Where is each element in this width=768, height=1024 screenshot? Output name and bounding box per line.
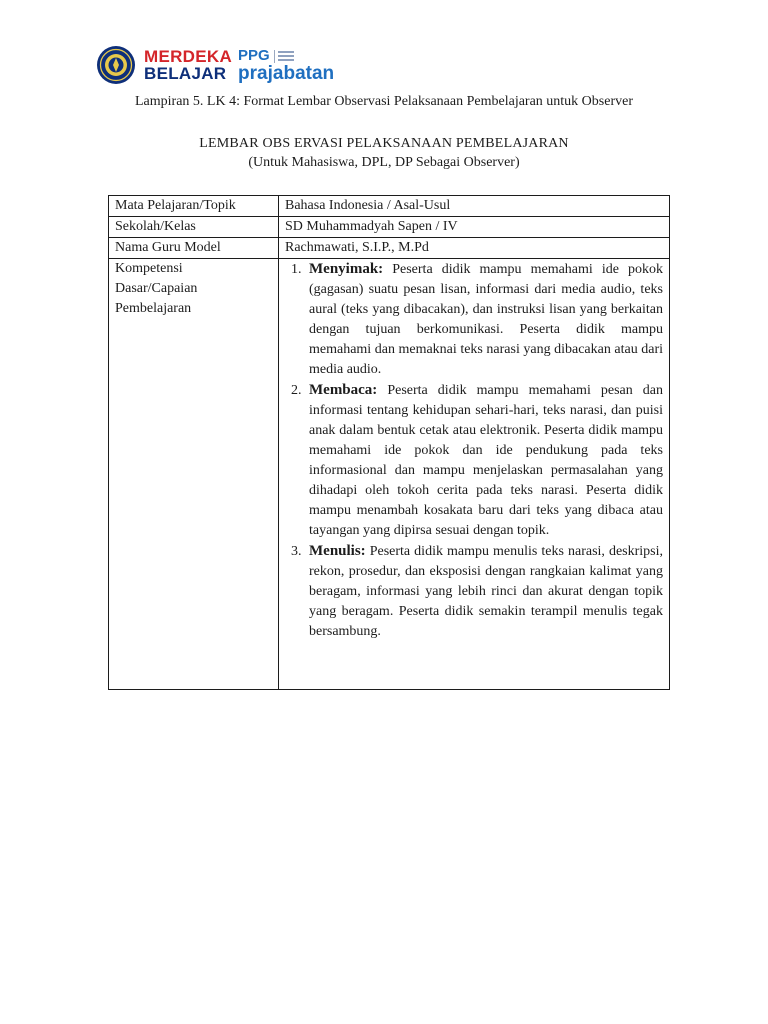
ppg-text: PPG bbox=[238, 47, 270, 64]
document-title: LEMBAR OBS ERVASI PELAKSANAAN PEMBELAJARAN bbox=[199, 136, 569, 151]
table-row bbox=[109, 259, 670, 690]
row-label-subject: Mata Pelajaran/Topik bbox=[109, 196, 279, 217]
merdeka-belajar-wordmark bbox=[144, 48, 232, 82]
row-value-subject: Bahasa Indonesia / Asal-Usul bbox=[279, 196, 670, 217]
item-text: Peserta didik mampu memahami pesan dan informasi tentang kehidupan sehari-hari, teks narasi, dan puisi anak dalam bentuk cetak atau elektronik. Peserta didik mampu memahami ide pokok dan ide pendukung pada teks informasional dan mampu menjelaskan permasalahan yang dihadapi oleh tokoh cerita pada teks narasi. Peserta didik mampu menambah kosakata baru dari teks yang dibaca atau tayangan yang dipirsa sesuai dengan topik. bbox=[309, 383, 663, 538]
list-item bbox=[305, 259, 663, 380]
item-title-membaca: Membaca: bbox=[309, 382, 378, 398]
row-label-competency bbox=[109, 259, 279, 690]
table-row bbox=[109, 196, 670, 217]
table-row bbox=[109, 217, 670, 238]
prajabatan-text: prajabatan bbox=[238, 63, 335, 84]
competency-label-line: Pembelajaran bbox=[115, 301, 192, 316]
belajar-text: BELAJAR bbox=[144, 64, 227, 83]
row-value-teacher: Rachmawati, S.I.P., M.Pd bbox=[279, 238, 670, 259]
competency-list bbox=[285, 259, 663, 642]
item-text: Peserta didik mampu menulis teks narasi, deskripsi, rekon, prosedur, dan eksposisi dengan rangkaian kalimat yang beragam, informasi yang lebih rinci dan akurat dengan topik yang beragam. Peserta didik semakin terampil menulis tegak bersambung. bbox=[309, 544, 664, 639]
attachment-header: Lampiran 5. LK 4: Format Lembar Observasi Pelaksanaan Pembelajaran untuk Observer bbox=[134, 94, 633, 109]
observation-info-table bbox=[108, 195, 670, 690]
list-item bbox=[305, 380, 663, 541]
competency-label-line: Dasar/Capaian bbox=[115, 281, 198, 296]
logo-tagline-mark bbox=[278, 49, 294, 63]
competency-label-line: Kompetensi bbox=[115, 261, 183, 276]
list-item bbox=[305, 541, 663, 642]
item-title-menyimak: Menyimak: bbox=[309, 261, 384, 277]
document-subtitle: (Untuk Mahasiswa, DPL, DP Sebagai Observer) bbox=[248, 155, 520, 170]
competency-content bbox=[279, 259, 670, 690]
merdeka-belajar-ppg-logo bbox=[96, 44, 334, 86]
item-text: Peserta didik mampu memahami ide pokok (gagasan) suatu pesan lisan, informasi dari media audio, teks aural (teks yang dibacakan), dan instruksi lisan yang berkaitan dengan tujuan berkomunikasi. Peserta didik mampu memahami dan memaknai teks narasi yang dibacakan atau dari media audio. bbox=[309, 262, 663, 377]
row-label-school: Sekolah/Kelas bbox=[109, 217, 279, 238]
item-title-menulis: Menulis: bbox=[309, 543, 366, 559]
row-value-school: SD Muhammadyah Sapen / IV bbox=[279, 217, 670, 238]
ppg-prajabatan-wordmark bbox=[238, 47, 334, 83]
row-label-teacher: Nama Guru Model bbox=[109, 238, 279, 259]
university-seal-icon bbox=[96, 45, 136, 85]
merdeka-text: MERDEKA bbox=[144, 47, 233, 66]
table-row bbox=[109, 238, 670, 259]
logo-divider bbox=[274, 50, 275, 63]
